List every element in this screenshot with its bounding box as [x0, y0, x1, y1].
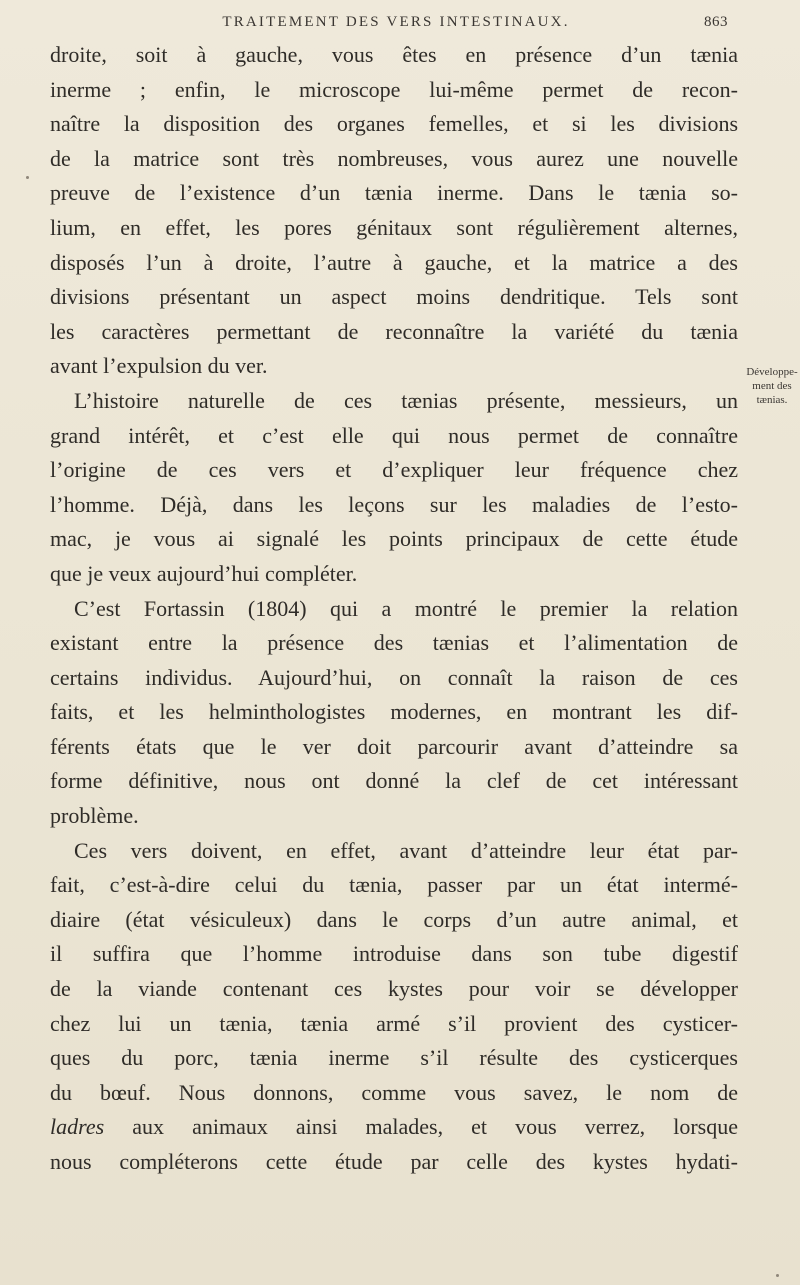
text-line: divisions présentant un aspect moins dendritique. Tels sont — [50, 284, 738, 310]
paper-speck — [776, 1274, 779, 1277]
text-line: de la viande contenant ces kystes pour voir se développer — [50, 976, 738, 1002]
paragraph-start-line: Ces vers doivent, en effet, avant d’atteindre leur état par- — [74, 837, 738, 863]
page-header — [60, 10, 728, 34]
text-line: du bœuf. Nous donnons, comme vous savez, le nom de — [50, 1079, 738, 1105]
text-line: avant l’expulsion du ver. — [50, 353, 268, 379]
text-line: disposés l’un à droite, l’autre à gauche, et la matrice a des — [50, 249, 738, 275]
text-line: ques du porc, tænia inerme s’il résulte des cysticerques — [50, 1045, 738, 1071]
margin-note-line: tænias. — [756, 394, 788, 406]
text-line: droite, soit à gauche, vous êtes en présence d’un tænia — [50, 42, 738, 67]
text-line: forme définitive, nous ont donné la clef de cet intéressant — [50, 768, 738, 794]
margin-note-line: Développe- — [746, 366, 798, 378]
text-line: l’origine de ces vers et d’expliquer leur fréquence chez — [50, 457, 738, 483]
paragraph-start-line: C’est Fortassin (1804) qui a montré le premier la relation — [74, 595, 738, 621]
margin-note-line: ment des — [752, 380, 792, 392]
text-line: problème. — [50, 803, 139, 829]
text-line: de la matrice sont très nombreuses, vous aurez une nouvelle — [50, 145, 738, 171]
text-line: naître la disposition des organes femelles, et si les divisions — [50, 111, 738, 137]
text-line: faits, et les helminthologistes modernes, en montrant les dif- — [50, 699, 738, 725]
paragraph-start-line: L’histoire naturelle de ces tænias présente, messieurs, un — [74, 387, 738, 413]
text-line: férents états que le ver doit parcourir avant d’atteindre sa — [50, 733, 738, 759]
running-title: TRAITEMENT DES VERS INTESTINAUX. — [222, 14, 570, 30]
text-line: chez lui un tænia, tænia armé s’il provient des cysticer- — [50, 1010, 738, 1036]
text-line: l’homme. Déjà, dans les leçons sur les maladies de l’esto- — [50, 491, 738, 517]
text-line: certains individus. Aujourd’hui, on connaît la raison de ces — [50, 664, 738, 690]
text-line: preuve de l’existence d’un tænia inerme. Dans le tænia so- — [50, 180, 738, 206]
text-line: fait, c’est-à-dire celui du tænia, passer par un état intermé- — [50, 872, 738, 898]
text-line: lium, en effet, les pores génitaux sont régulièrement alternes, — [50, 214, 738, 240]
text-line: il suffira que l’homme introduise dans son tube digestif — [50, 941, 738, 967]
text-line: mac, je vous ai signalé les points principaux de cette étude — [50, 526, 738, 552]
text-line: nous compléterons cette étude par celle des kystes hydati- — [50, 1149, 738, 1174]
paper-speck — [26, 176, 29, 179]
text-line-rest: aux animaux ainsi malades, et vous verrez, lorsque — [132, 1114, 738, 1140]
text-line: diaire (état vésiculeux) dans le corps d’un autre animal, et — [50, 906, 738, 932]
text-line: les caractères permettant de reconnaître la variété du tænia — [50, 318, 738, 344]
text-line: grand intérêt, et c’est elle qui nous permet de connaître — [50, 422, 738, 448]
page-number: 863 — [704, 14, 728, 30]
text-line — [50, 1110, 738, 1145]
body-text — [50, 38, 738, 1180]
italic-term: ladres — [50, 1114, 105, 1140]
margin-note — [746, 365, 798, 407]
text-line: que je veux aujourd’hui compléter. — [50, 560, 358, 586]
text-line: existant entre la présence des tænias et l’alimentation de — [50, 630, 738, 656]
text-line: inerme ; enfin, le microscope lui-même permet de recon- — [50, 76, 738, 102]
